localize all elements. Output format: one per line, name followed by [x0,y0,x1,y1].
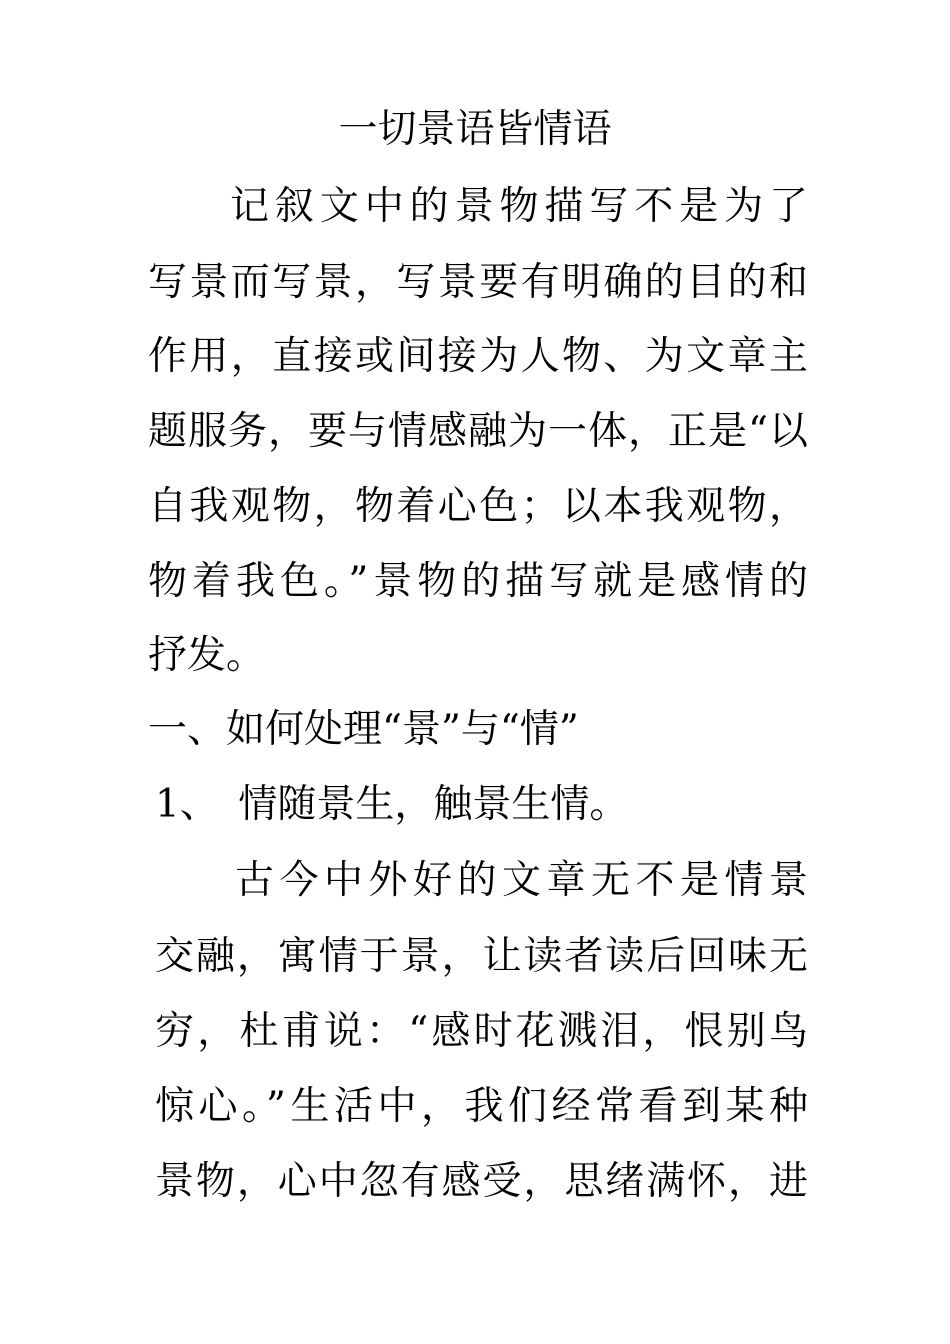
paragraph-1-line-4: 题服务，要与情感融为一体，正是“以 [148,409,808,454]
paragraph-1-line-1: 记叙文中的景物描写不是为了 [230,184,808,229]
paragraph-1-line-7: 抒发。 [148,633,266,678]
paragraph-2-line-3: 穷，杜甫说：“感时花溅泪，恨别鸟 [155,1009,808,1054]
section-heading: 一、如何处理“景”与“情” [148,707,579,752]
paragraph-2-line-4: 惊心。”生活中，我们经常看到某种 [155,1084,808,1129]
paragraph-2-line-1: 古今中外好的文章无不是情景 [235,858,808,903]
subheading: 1、 情随景生，触景生情。 [155,782,629,827]
paragraph-1-line-3: 作用，直接或间接为人物、为文章主 [148,334,808,379]
paragraph-1-line-6: 物着我色。”景物的描写就是感情的 [148,559,808,604]
paragraph-2-line-2: 交融，寓情于景，让读者读后回味无 [155,934,808,979]
paragraph-1-line-5: 自我观物，物着心色；以本我观物， [148,484,808,529]
paragraph-2-line-5: 景物，心中忽有感受，思绪满怀，进 [155,1159,808,1204]
paragraph-1-line-2: 写景而写景，写景要有明确的目的和 [148,260,808,305]
page-title: 一切景语皆情语 [338,107,612,152]
